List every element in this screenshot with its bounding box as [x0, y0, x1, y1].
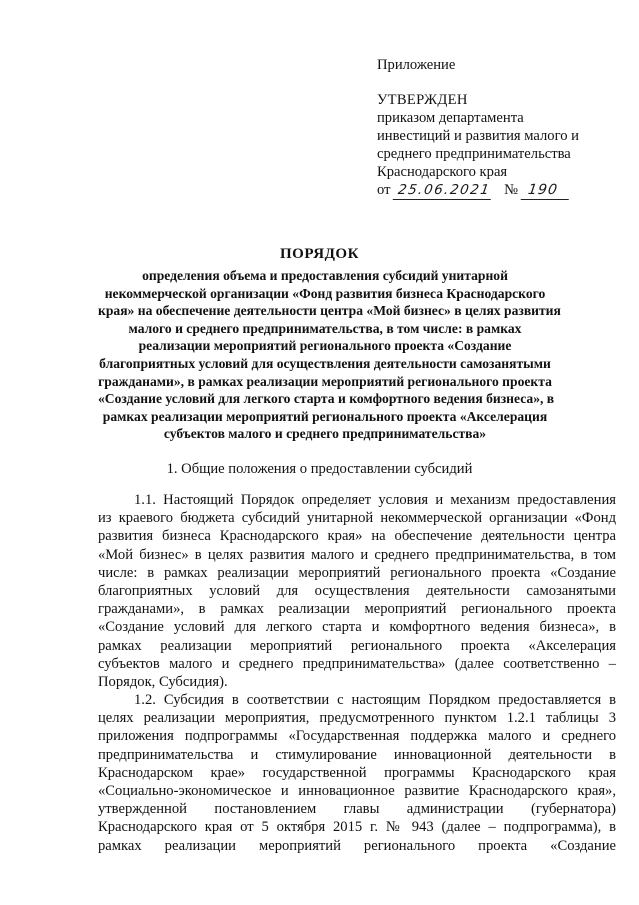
body-line: «Мой бизнес» в целях развития малого и среднего предпринимательства, в том: [98, 546, 616, 563]
subtitle-line: субъектов малого и среднего предпринимательства»: [163, 426, 487, 442]
subtitle-line: благоприятных условий для осуществления деятельности самозанятыми: [99, 355, 551, 371]
handwritten-number: 190: [520, 181, 570, 200]
body-line: предпринимательства и стимулирование инновационной деятельности в: [98, 746, 616, 763]
order-date-number-row: [377, 181, 627, 199]
body-line: числе: в рамках реализации мероприятий регионального проекта «Создание: [98, 564, 616, 581]
from-label: от: [377, 182, 391, 198]
body-line: «Социально-экономическое и инновационное развитие Краснодарского края»,: [98, 783, 616, 799]
body-text: [98, 491, 616, 855]
body-line: благоприятных условий для осуществления деятельности самозанятыми: [98, 582, 616, 599]
appendix-label: Приложение: [377, 57, 456, 73]
section-heading: 1. Общие положения о предоставлении субсидий: [166, 461, 473, 477]
handwritten-date: 25.06.2021: [393, 181, 494, 200]
approved-label: УТВЕРЖДЕН: [377, 92, 468, 108]
body-line: 1.2. Субсидия в соответствии с настоящим Порядком предоставляется в: [134, 692, 616, 709]
body-line: приложения подпрограммы «Государственная поддержка малого и среднего: [98, 728, 616, 745]
body-line: Краснодарском крае» государственной программы Краснодарского края: [98, 764, 616, 781]
subtitle-line: малого и среднего предпринимательства, в том числе: в рамках: [128, 320, 522, 336]
subtitle-line: некоммерческой организации «Фонд развития бизнеса Краснодарского: [104, 285, 546, 301]
approval-block: [377, 56, 627, 199]
body-line: рамках реализации мероприятий регионального проекта «Создание: [98, 837, 616, 854]
body-line: утвержденной постановлением главы администрации (губернатора): [98, 801, 616, 818]
subtitle-line: рамках реализации мероприятий регионального проекта «Акселерация: [102, 408, 548, 424]
subtitle-line: определения объема и предоставления субсидий унитарной: [142, 268, 508, 283]
approval-line: среднего предпринимательства: [377, 146, 571, 162]
body-line: целях реализации мероприятия, предусмотренного пунктом 1.2.1 таблицы 3: [98, 710, 616, 727]
body-line: развития бизнеса Краснодарского края» на обеспечение деятельности центра: [98, 528, 616, 545]
body-line: Порядок, Субсидия).: [98, 673, 228, 690]
body-line: 1.1. Настоящий Порядок определяет условия и механизм предоставления: [134, 492, 616, 508]
body-line: «Создание условий для легкого старта и комфортного ведения бизнеса», в: [98, 619, 616, 636]
approval-line: инвестиций и развития малого и: [377, 128, 579, 144]
body-line: из краевого бюджета субсидий унитарной некоммерческой организации «Фонд: [98, 510, 616, 527]
document-title: ПОРЯДОК: [280, 246, 359, 262]
body-line: субъектов малого и среднего предпринимательства» (далее соответственно –: [98, 655, 616, 672]
body-line: рамках реализации мероприятий регионального проекта «Акселерация: [98, 637, 616, 654]
document-subtitle: [98, 267, 561, 443]
subtitle-line: края» на обеспечение деятельности центра «Мой бизнес» в целях развития: [98, 303, 561, 319]
subtitle-line: «Создание условий для легкого старта и комфортного ведения бизнеса», в: [98, 391, 555, 407]
body-line: гражданами», в рамках реализации мероприятий регионального проекта: [98, 601, 616, 618]
approval-line: Краснодарского края: [377, 164, 508, 180]
subtitle-line: гражданами», в рамках реализации мероприятий регионального проекта: [98, 373, 552, 389]
approval-line: приказом департамента: [377, 110, 524, 126]
number-label: №: [504, 182, 519, 198]
subtitle-line: реализации мероприятий регионального проекта «Создание: [138, 338, 512, 354]
body-line: Краснодарского края от 5 октября 2015 г. № 943 (далее – подпрограмма), в: [98, 819, 616, 836]
